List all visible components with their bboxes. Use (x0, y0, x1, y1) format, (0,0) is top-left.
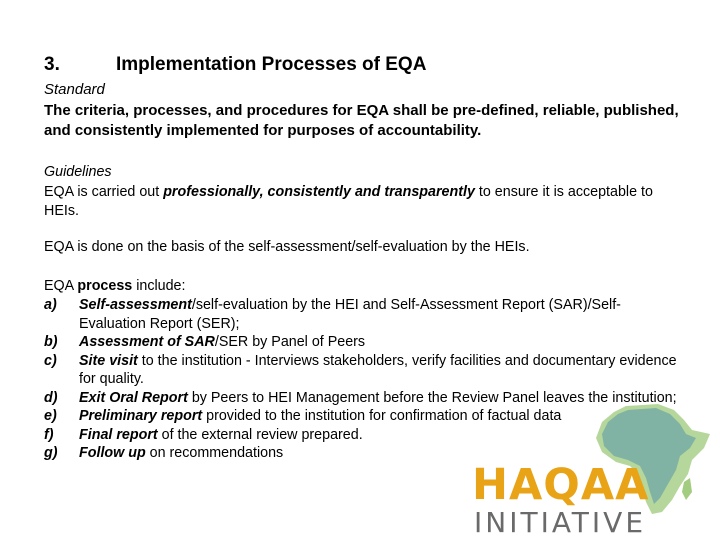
list-item (44, 352, 684, 389)
list-item-emphasis: Follow up (79, 445, 146, 461)
guidelines-text-start: EQA is carried out (44, 184, 164, 200)
list-item-content (79, 352, 684, 389)
list-marker: g) (44, 445, 58, 461)
logo-title: HAQAA (472, 460, 650, 510)
list-marker: d) (44, 389, 58, 406)
list-marker: e) (44, 408, 57, 424)
list-item-content (79, 296, 684, 333)
list-item-text: /SER by Panel of Peers (214, 334, 366, 350)
list-item-text: by Peers to HEI Management before the Review Panel leaves the institution; (187, 389, 677, 406)
list-item-emphasis: Assessment of SAR (79, 334, 215, 350)
list-item-content (79, 333, 684, 352)
list-marker: a) (44, 297, 57, 313)
standard-text: The criteria, processes, and procedures for EQA shall be pre-defined, reliable, published, and consistently implemented for purposes of accountability. (44, 102, 679, 139)
list-item-emphasis: Preliminary report (79, 408, 203, 424)
list-item-emphasis: Self-assessment (79, 297, 192, 313)
heading-number: 3. (44, 54, 60, 75)
process-title-prefix: EQA (44, 278, 78, 294)
list-item-emphasis: Final report (79, 426, 158, 443)
heading-title: Implementation Processes of EQA (116, 54, 427, 75)
guidelines-text-end: to ensure it is acceptable to HEIs. (44, 184, 653, 219)
list-item-text: /self-evaluation by the HEI and Self-Assessment Report (SAR)/Self-Evaluation Report (SER); (79, 297, 621, 332)
list-marker: b) (44, 334, 58, 350)
list-item-text: of the external review prepared. (157, 426, 363, 443)
guidelines-label: Guidelines (44, 164, 112, 180)
list-item-text: provided to the institution for confirmation of factual data (202, 408, 562, 424)
list-item-text: to the institution - Interviews stakeholders, verify facilities and documentary evidence for quality. (79, 352, 677, 387)
process-title-suffix: include: (132, 278, 186, 294)
list-item-text: on recommendations (145, 445, 284, 461)
logo-subtitle: INITIATIVE (474, 506, 647, 539)
list-marker: c) (44, 352, 57, 369)
haqaa-logo (470, 400, 720, 540)
process-title-emphasis: process (77, 278, 133, 294)
guidelines-text-emphasis: professionally, consistently and transparently (163, 184, 475, 200)
basis-text: EQA is done on the basis of the self-assessment/self-evaluation by the HEIs. (44, 239, 530, 255)
list-item-emphasis: Exit Oral Report (79, 389, 188, 406)
standard-label: Standard (44, 81, 105, 98)
list-item (44, 333, 684, 352)
process-title (44, 277, 680, 296)
list-item (44, 296, 684, 333)
list-item-emphasis: Site visit (79, 352, 138, 369)
list-marker: f) (44, 426, 54, 443)
slide-heading (44, 54, 426, 76)
guidelines-text (44, 183, 684, 221)
